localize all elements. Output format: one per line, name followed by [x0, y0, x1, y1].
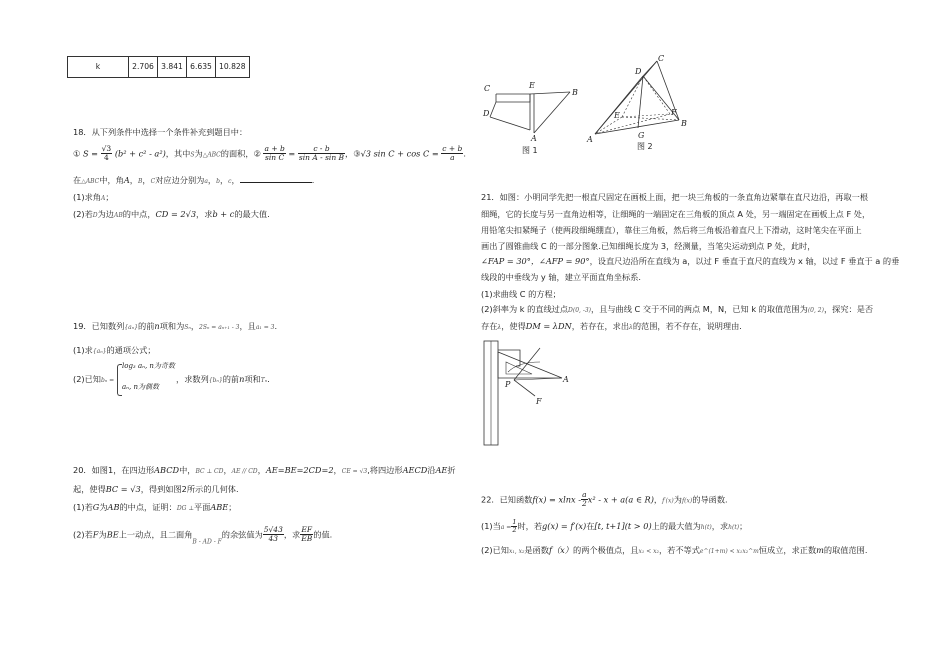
- text: .: [311, 175, 315, 185]
- q21-part2: [481, 304, 873, 315]
- q18-options: [73, 145, 466, 163]
- math: CE = √3: [341, 468, 368, 475]
- math: g(x) = f′(x): [542, 521, 587, 532]
- text: ，求: [711, 521, 729, 532]
- string-PF: [514, 380, 535, 396]
- text: .: [267, 374, 270, 384]
- frac-num: c + b: [442, 144, 463, 153]
- text: ，若存在，求出: [571, 321, 630, 331]
- text: ，探究：是否: [823, 304, 874, 314]
- math: e^(1+m) < x₁x₂^m: [699, 548, 759, 555]
- text: 上一动点，且二面角: [118, 529, 193, 540]
- q21-line2: 细绳，它的长度与另一直角边相等，让细绳的一端固定在三角板的顶点 A 处，另一端固定在画板上点 F 处，: [481, 209, 871, 219]
- math: D: [92, 212, 98, 219]
- math: BC ⊥ CD: [195, 468, 224, 475]
- text: 对应边分别为: [155, 175, 205, 185]
- q18-opt1-abc: △ABC: [202, 151, 221, 159]
- frac-num: 1: [512, 518, 517, 526]
- frac-den: a: [450, 153, 455, 163]
- text: 在: [73, 175, 82, 185]
- text: (1)若: [73, 502, 93, 512]
- text: ，设直尺边沿所在直线为 a，以过 F 垂直于直尺的直线为 x 轴，以过 F 垂直于 a 的垂: [589, 256, 900, 266]
- text: 的最大值.: [234, 209, 270, 219]
- table-cell: 10.828: [216, 57, 250, 78]
- q18-part2: [73, 209, 270, 220]
- q19-part1: [73, 345, 156, 356]
- math: AECD: [402, 465, 428, 475]
- text: (1)当: [481, 521, 501, 532]
- q18-opt1-s: S: [190, 151, 195, 159]
- q18-opt2-eq: =: [288, 148, 296, 159]
- q22-intro: [481, 491, 728, 509]
- fig2-edge: [595, 120, 679, 134]
- text: ；: [228, 502, 237, 512]
- fig1-edge: [490, 102, 496, 117]
- text: ；: [105, 192, 114, 202]
- figure-1: [478, 76, 588, 156]
- math: Sₙ: [184, 324, 191, 331]
- q18-opt1-label: ①: [73, 148, 81, 159]
- fig3-label-F: F: [536, 397, 542, 406]
- math: A: [100, 195, 106, 202]
- text: ，且: [239, 321, 256, 331]
- q20-cos-frac: [263, 526, 284, 544]
- text: ，求数列: [176, 374, 209, 384]
- text: ，: [653, 494, 663, 505]
- q18-opt1-lhs: S =: [82, 148, 99, 159]
- math: AB: [114, 212, 123, 219]
- math: AB: [107, 502, 120, 512]
- critical-value-table: [67, 56, 250, 78]
- text: 中，角: [99, 175, 124, 185]
- math: h(t): [728, 524, 740, 532]
- math: a =: [500, 524, 512, 532]
- text: 的导函数.: [692, 494, 728, 505]
- q18-line2: [73, 174, 314, 186]
- table-header-cell: k: [68, 57, 129, 78]
- q18-opt1-frac: [101, 145, 113, 163]
- fig2-label-A: A: [587, 135, 593, 144]
- frac-num: a + b: [264, 144, 285, 153]
- text: 22．已知函数: [481, 494, 533, 505]
- table-cell: 6.635: [187, 57, 216, 78]
- text: (1)求角: [73, 192, 101, 202]
- q21-line4: 画出了圆锥曲线 C 的一部分图象.已知细绳长度为 3，经测量，当笔尖运动到点 P 处，此时，: [481, 241, 816, 251]
- math: a: [204, 178, 208, 185]
- text: ，: [207, 175, 217, 185]
- text: (1)求: [73, 345, 93, 355]
- text: (2)若: [73, 209, 93, 219]
- text: ，: [231, 175, 240, 185]
- q20-part1: [73, 502, 236, 513]
- text: 的范围，若不存在，说明理由.: [632, 321, 742, 331]
- q19-intro: [73, 321, 277, 332]
- q19-part2-tail: [176, 374, 270, 385]
- text: (2)若: [73, 529, 93, 540]
- q20-ratio-frac: [300, 526, 313, 544]
- math: AE: [435, 465, 448, 475]
- frac-num: c - b: [298, 145, 345, 154]
- q18-opt3-tail: .: [463, 148, 466, 159]
- text: 20．如图1，在四边形: [73, 465, 155, 475]
- text: ，若不等式: [658, 545, 700, 555]
- table-cell: 3.841: [158, 57, 187, 78]
- fig2-label-E: E: [614, 111, 620, 120]
- q18-opt2-frac1: [263, 145, 285, 163]
- q22-part1: [481, 519, 747, 534]
- text: 沿: [427, 465, 436, 475]
- text: (2)已知: [481, 545, 509, 555]
- text: 恒成立，求正数: [758, 545, 817, 555]
- math: F: [92, 529, 99, 540]
- math: A: [123, 175, 130, 185]
- fig3-label-P: P: [505, 380, 511, 389]
- q19-case2: aₙ, n为偶数: [122, 383, 159, 391]
- q21-line1: 21．如图：小明同学先把一根直尺固定在画板上面，把一块三角板的一条直角边紧靠在直尺边沿，再取一根: [481, 192, 869, 202]
- math: CD = 2√3: [155, 209, 197, 219]
- text: 的取值范围.: [823, 545, 868, 555]
- text: 的前: [138, 321, 155, 331]
- text: 的余弦值为: [221, 529, 263, 540]
- math: ABCD: [154, 465, 180, 475]
- fig2-hidden-edge: [643, 76, 670, 114]
- math: ABE: [210, 502, 229, 512]
- text: ，: [223, 465, 232, 475]
- text: 在: [586, 521, 595, 532]
- math: f(x) = xlnx -: [532, 494, 581, 505]
- fig1-edge: [496, 94, 530, 102]
- q18-opt1-tail2: 为: [194, 148, 203, 159]
- table-cell: 2.706: [129, 57, 158, 78]
- text: 19．已知数列: [73, 321, 125, 331]
- math: Tₙ: [260, 377, 268, 384]
- text: 上的最大值为: [651, 521, 701, 532]
- frac-den: 2: [581, 499, 587, 509]
- text: ，: [219, 175, 229, 185]
- fig2-hidden-edge: [595, 114, 670, 134]
- math: a₁ = 3: [255, 324, 275, 331]
- frac-den: sin A - sin B: [298, 153, 345, 163]
- text: ，: [333, 465, 342, 475]
- text: 起，使得: [73, 484, 106, 494]
- q18-opt1-tail3: 的面积，②: [220, 148, 261, 159]
- text: ，: [129, 175, 138, 185]
- text: 中，: [179, 465, 196, 475]
- math: {aₙ}: [124, 324, 139, 331]
- figure-3-ruler-triangle: [478, 338, 588, 450]
- q21-part1: (1)求曲线 C 的方程；: [481, 289, 561, 299]
- text: ，求: [283, 529, 301, 540]
- math: B - AD - F: [192, 538, 222, 546]
- fig3-label-A: A: [563, 375, 569, 384]
- fig1-edge: [534, 92, 570, 133]
- text: 的通项公式；: [106, 345, 156, 355]
- frac-den: 4: [104, 153, 109, 163]
- q18-opt2-tail: ，③: [345, 148, 361, 159]
- q21-part2-line2: [481, 321, 742, 332]
- math: h(t): [700, 524, 712, 532]
- q18-opt3-frac: [441, 145, 463, 163]
- fig1-caption: 图 1: [522, 146, 538, 155]
- fig2-label-G: G: [638, 131, 645, 140]
- q22-part2: [481, 545, 867, 556]
- text: 的值.: [313, 529, 333, 540]
- q18-opt3-expr: √3 sin C + cos C =: [360, 148, 439, 159]
- text: ，且与曲线 C 交于不同的两点 M，N，已知 k 的取值范围为: [591, 304, 808, 314]
- fig2-label-F: F: [671, 108, 677, 117]
- text: 时，若: [517, 521, 543, 532]
- math: λ: [497, 324, 502, 331]
- q21-line6: 线段的中垂线为 y 轴，建立平面直角坐标系.: [481, 272, 642, 282]
- fig1-edge: [530, 92, 570, 94]
- math: λ: [629, 324, 633, 331]
- text: 存在: [481, 321, 498, 331]
- table-row: [68, 57, 250, 78]
- fig1-label-E: E: [529, 81, 535, 90]
- answer-blank: [240, 174, 312, 183]
- text: 的中点，证明：: [119, 502, 177, 512]
- math: (0, 2): [807, 307, 824, 314]
- math: DG ⊥: [176, 505, 194, 512]
- fig2-label-C: C: [658, 54, 665, 63]
- math: AE // CD: [231, 468, 258, 475]
- text: 平面: [193, 502, 211, 512]
- text: ，求: [196, 209, 213, 219]
- text: 为: [99, 502, 108, 512]
- frac-num: 5√43: [263, 525, 283, 534]
- text: (2)已知: [73, 374, 101, 384]
- q21-line3: 用铅笔尖扣紧绳子（使两段细绳绷直），靠住三角板，然后将三角板沿着直尺上下滑动，这时笔尖在平面上: [481, 225, 862, 235]
- text: (2)斜率为 k 的直线过点: [481, 304, 569, 314]
- fig1-label-C: C: [484, 84, 491, 93]
- pencil: [514, 348, 540, 380]
- fig2-label-B: B: [681, 119, 687, 128]
- math: n: [239, 374, 245, 384]
- q20-line2: [73, 484, 239, 495]
- math: n: [154, 321, 160, 331]
- q18-part1: [73, 192, 114, 203]
- q18-intro: 18．从下列条件中选择一个条件补充到题目中：: [73, 127, 248, 137]
- q20-intro: [73, 465, 456, 476]
- fig1-label-B: B: [572, 88, 578, 97]
- math: b: [216, 178, 220, 185]
- text: 的两个极值点，且: [573, 545, 639, 555]
- text: 为: [673, 494, 682, 505]
- math: C: [150, 178, 156, 185]
- figure-2: [582, 50, 702, 154]
- frac-num: √3: [101, 144, 112, 153]
- fig2-label-D: D: [635, 67, 642, 76]
- fig2-caption: 图 2: [637, 142, 653, 151]
- q18-opt2-frac2: [298, 145, 345, 163]
- fig2-edge: [595, 61, 657, 134]
- math: △ABC: [81, 178, 100, 185]
- q21-line5: [481, 256, 899, 267]
- text: ，: [190, 321, 200, 331]
- frac-den: 43: [268, 534, 279, 544]
- frac-den: EB: [301, 534, 313, 544]
- fig1-edge: [490, 117, 530, 130]
- frac-num: EF: [301, 525, 313, 534]
- math: B: [137, 178, 143, 185]
- text: 项和为: [159, 321, 185, 331]
- math: {bₙ}: [208, 377, 223, 384]
- q19-part2: [73, 374, 114, 385]
- text: 的前: [222, 374, 240, 384]
- math: BC = √3: [105, 484, 141, 494]
- fig2-hidden-edge: [622, 117, 679, 120]
- math: b + c: [212, 209, 235, 219]
- math: f(x): [681, 497, 693, 505]
- text: 项和: [244, 374, 261, 384]
- text: 为边: [97, 209, 114, 219]
- math: x₁, x₂: [508, 548, 525, 555]
- text: ，: [142, 175, 151, 185]
- text: 为: [98, 529, 107, 540]
- frac-den: sin C: [265, 153, 285, 163]
- fig2-hidden-edge: [622, 114, 670, 117]
- frac-num: a: [582, 490, 587, 499]
- q19-case1: log₃ aₙ, n为奇数: [122, 362, 175, 370]
- math: DM = λDN: [525, 321, 572, 331]
- text: 折: [447, 465, 456, 475]
- math: x² - x + a(a ∈ R): [587, 494, 654, 505]
- frac-den: 2: [512, 526, 517, 535]
- fig1-label-A: A: [531, 134, 537, 143]
- math: c: [228, 178, 232, 185]
- math: {aₙ}: [92, 348, 107, 355]
- math: ∠FAP = 30°，∠AFP = 90°: [481, 256, 590, 266]
- q18-opt1-tail1: ，其中: [165, 148, 191, 159]
- math: D(0, -3): [568, 307, 592, 314]
- fig1-label-D: D: [483, 109, 490, 118]
- q18-opt1-paren: (b² + c² - a²): [114, 148, 166, 159]
- q20-part2: [73, 526, 332, 546]
- math: x₁ < x₂: [638, 548, 659, 555]
- q22-a-frac: [581, 491, 588, 509]
- text: 的中点，: [122, 209, 156, 219]
- math: f（x）: [548, 545, 573, 555]
- math: BE: [106, 529, 119, 540]
- text: 是函数: [524, 545, 549, 555]
- text: ；: [739, 521, 748, 532]
- text: .: [274, 321, 278, 331]
- text: ，得到如图2所示的几何体.: [140, 484, 239, 494]
- math: AE=BE=2CD=2: [265, 465, 334, 475]
- math: f′(x): [662, 497, 674, 505]
- math: bₙ =: [100, 377, 115, 384]
- math: G: [92, 502, 100, 512]
- text: ,将四边形: [367, 465, 403, 475]
- math: [t, t+1](t > 0): [594, 521, 652, 532]
- math: m: [816, 545, 824, 555]
- math: 2Sₙ = aₙ₊₁ - 3: [199, 324, 240, 331]
- text: ，: [257, 465, 266, 475]
- text: ，使得: [501, 321, 526, 331]
